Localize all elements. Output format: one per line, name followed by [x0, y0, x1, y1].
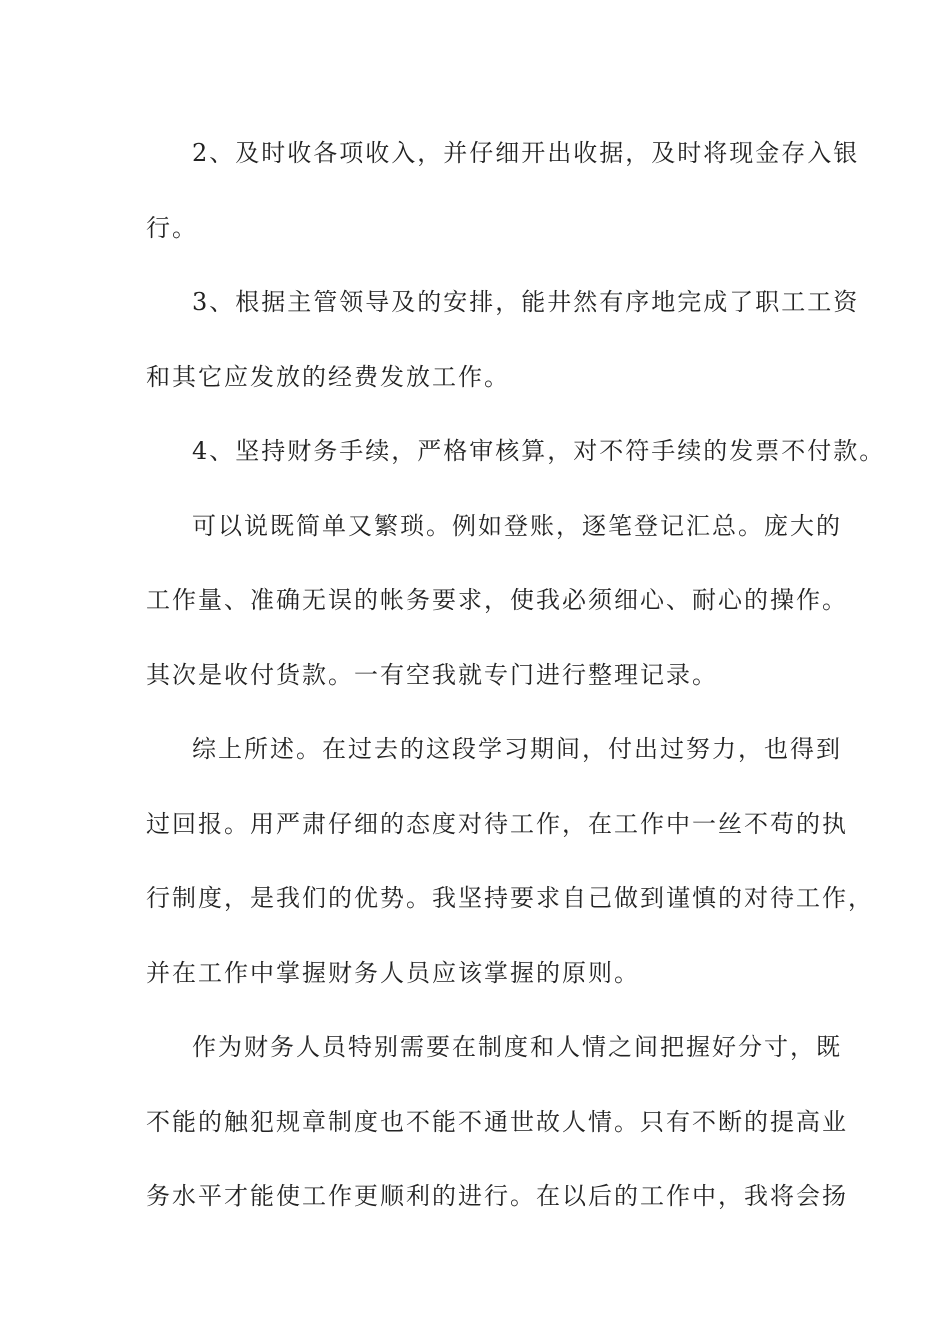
paragraph-line: 4、坚持财务手续，严格审核算，对不符手续的发票不付款。 [192, 437, 886, 465]
paragraph-line: 综上所述。在过去的这段学习期间，付出过努力，也得到 [192, 735, 842, 763]
paragraph-line: 并在工作中掌握财务人员应该掌握的原则。 [146, 958, 640, 987]
paragraph-line: 可以说既简单又繁琐。例如登账，逐笔登记汇总。庞大的 [192, 511, 842, 540]
paragraph-line: 作为财务人员特别需要在制度和人情之间把握好分寸，既 [192, 1033, 842, 1061]
paragraph-line: 2、及时收各项收入，并仔细开出收据，及时将现金存入银 [192, 139, 860, 167]
paragraph-line: 不能的触犯规章制度也不能不通世故人情。只有不断的提高业 [146, 1107, 848, 1136]
document-body [146, 127, 886, 1245]
paragraph-line: 和其它应发放的经费发放工作。 [146, 362, 510, 391]
paragraph-line: 行制度，是我们的优势。我坚持要求自己做到谨慎的对待工作， [146, 884, 874, 912]
paragraph-line: 工作量、准确无误的帐务要求，使我必须细心、耐心的操作。 [146, 586, 848, 614]
paragraph-line: 务水平才能使工作更顺利的进行。在以后的工作中，我将会扬 [146, 1182, 848, 1210]
paragraph-line: 过回报。用严肃仔细的态度对待工作，在工作中一丝不苟的执 [146, 809, 848, 838]
paragraph-line: 行。 [146, 213, 198, 242]
paragraph-line: 3、根据主管领导及的安排，能井然有序地完成了职工工资 [192, 288, 860, 316]
paragraph-line: 其次是收付货款。一有空我就专门进行整理记录。 [146, 660, 718, 689]
